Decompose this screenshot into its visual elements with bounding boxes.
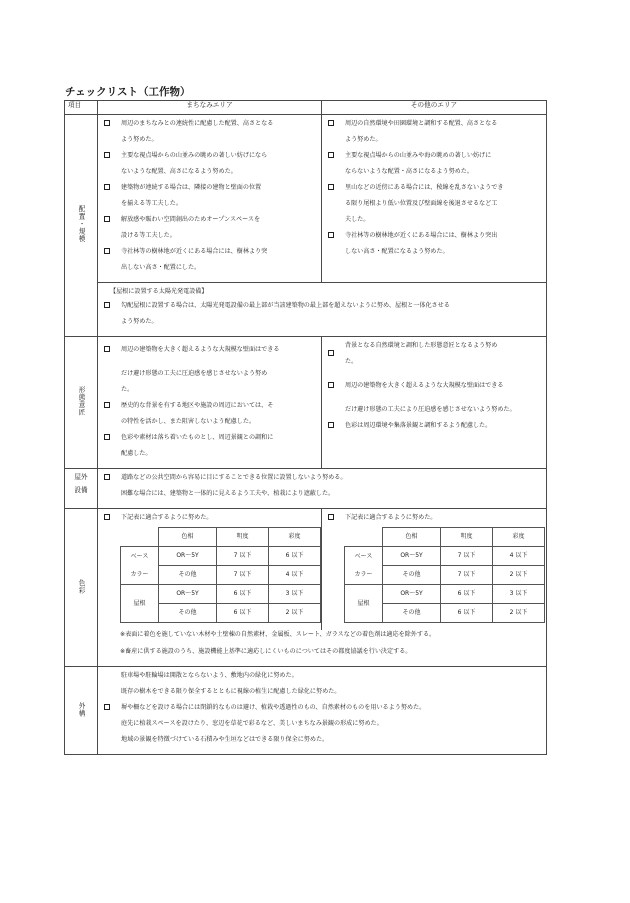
checklist-item[interactable]: 勾配屋根に設置する場合は、太陽光発電設備の最上部が当該建築物の最上部を超えないように努め、屋根と一体化させる よう努めた。 bbox=[102, 301, 542, 333]
checkbox[interactable] bbox=[104, 216, 110, 222]
label-color: 色彩 bbox=[65, 509, 98, 667]
checklist-item[interactable]: 色彩は周辺環境や集落景観と調和するよう配慮した。 bbox=[326, 421, 542, 437]
checkbox[interactable] bbox=[328, 422, 334, 428]
checkbox[interactable] bbox=[104, 402, 110, 408]
solar-cell bbox=[98, 283, 547, 337]
color-other-cell bbox=[322, 509, 547, 631]
exterior-cell bbox=[98, 667, 547, 755]
checkbox[interactable] bbox=[104, 514, 110, 520]
checklist-item[interactable]: 周辺の自然環境や田園環境と調和する配置、高さとなる よう努めた。 bbox=[326, 119, 542, 151]
checkbox[interactable] bbox=[104, 248, 110, 254]
exterior-line: 既存の樹木をできる限り保全するとともに視線の植生に配慮した緑化に努めた。 bbox=[121, 688, 341, 695]
checkbox[interactable] bbox=[328, 350, 334, 356]
checkbox[interactable] bbox=[104, 120, 110, 126]
color-notes-cell bbox=[98, 630, 547, 667]
checklist-item[interactable]: 周辺の建築物を大きく超えるような大規模な壁面はできる だけ避け形態の工夫により圧迫感を感じさせないよう努めた。 bbox=[326, 381, 542, 421]
checklist-item[interactable]: 里山などの近傍にある場合には、稜線を乱さないようでき る限り尾根より低い位置及び壁面線を後退させるなど工 夫した。 bbox=[326, 183, 542, 231]
checkbox[interactable] bbox=[104, 184, 110, 190]
checklist-item[interactable]: 背景となる自然環境と調和した形態意匠となるよう努め た。 bbox=[326, 341, 542, 373]
exterior-line: 庭先に植栽スペースを設けたり、窓辺を草花で彩るなど、美しいまちなみ景観の形成に努めた。 bbox=[121, 720, 383, 727]
checklist-item[interactable]: 周辺の建築物を大きく超えるような大規模な壁面はできる だけ避け形態の工夫に圧迫感を感じさせないよう努め た。 bbox=[102, 345, 317, 401]
form-town-cell bbox=[98, 337, 322, 469]
color-table-other: 色相 明度 彩度 ベース OR～5Y 7 以下 4 以下 カラー その他 7 以下 2 以下 屋根 OR～5Y 6 以下 3 以下 その他 6 以下 2 以下 bbox=[344, 527, 545, 623]
checklist-item[interactable]: 歴史的な背景を有する地区や施設の周辺においては、そ の特性を活かし、また阻害しないよう配慮した。 bbox=[102, 401, 317, 433]
checkbox[interactable] bbox=[104, 152, 110, 158]
row-exterior bbox=[65, 667, 547, 755]
checkbox[interactable] bbox=[328, 514, 334, 520]
checkbox[interactable] bbox=[104, 704, 110, 710]
checklist-item[interactable]: 色彩や素材は落ち着いたものとし、周辺景観との調和に 配慮した。 bbox=[102, 433, 317, 465]
checklist-item[interactable]: 周辺のまちなみとの連続性に配慮した配置、高さとなる よう努めた。 bbox=[102, 119, 317, 151]
label-form: 形態意匠 bbox=[65, 337, 98, 469]
checkbox[interactable] bbox=[328, 382, 334, 388]
checkbox[interactable] bbox=[328, 184, 334, 190]
label-layout: 配置・規模 bbox=[65, 115, 98, 337]
checklist-item[interactable]: 解放感や賑わい空間創出のためオープンスペースを 設ける等工夫した。 bbox=[102, 215, 317, 247]
checkbox[interactable] bbox=[104, 434, 110, 440]
row-color bbox=[65, 509, 547, 631]
row-solar bbox=[65, 283, 547, 337]
header-item: 項目 bbox=[65, 101, 98, 115]
equipment-cell bbox=[98, 469, 547, 509]
exterior-line: 駐車場や駐輪場は開散とならないよう、敷地内の緑化に努めた。 bbox=[121, 672, 298, 679]
checklist-item[interactable]: 塀や柵などを設ける場合には閉鎖的なものは避け、植栽や透過性のもの、自然素材のものを用いるよう努めた。 bbox=[102, 703, 542, 719]
row-layout bbox=[65, 115, 547, 283]
header-town-area: まちなみエリア bbox=[98, 101, 322, 115]
label-equipment: 屋外 設備 bbox=[65, 469, 98, 509]
checkbox[interactable] bbox=[328, 232, 334, 238]
row-color-notes bbox=[65, 630, 547, 667]
row-form bbox=[65, 337, 547, 469]
checkbox[interactable] bbox=[328, 152, 334, 158]
label-exterior: 外構 bbox=[65, 667, 98, 755]
checkbox[interactable] bbox=[104, 346, 110, 352]
layout-town-cell bbox=[98, 115, 322, 283]
header-other-area: その他のエリア bbox=[322, 101, 547, 115]
page-title: チェックリスト（工作物） bbox=[65, 86, 191, 98]
header-row bbox=[65, 101, 547, 115]
checkbox[interactable] bbox=[104, 474, 110, 480]
checklist-item[interactable]: 道路などの公共空間から容易に目にすることできる位置に設置しないよう努める。 困難な場合には、建築物と一体的に見えるよう工夫や、植栽により遮蔽した。 bbox=[102, 473, 542, 505]
checkbox[interactable] bbox=[104, 302, 110, 308]
checklist-item[interactable]: 寺社林等の樹林地が近くにある場合には、樹林より突 出しない高さ・配置にした。 bbox=[102, 247, 317, 279]
color-note: ※表面に着色を施していない木材や土壁棟の自然素材、金属板、スレート、ガラスなどの着色剤は適応を除外する。 bbox=[120, 631, 436, 638]
checklist-table bbox=[64, 100, 547, 755]
color-town-cell bbox=[98, 509, 322, 631]
checklist-item[interactable]: 下記表に適合するように努めた。 bbox=[326, 513, 542, 525]
checkbox[interactable] bbox=[328, 120, 334, 126]
color-table-town: 色相 明度 彩度 ベース OR～5Y 7 以下 6 以下 カラー その他 7 以下 4 以下 屋根 OR～5Y 6 以下 3 以下 その他 6 以下 2 以下 bbox=[120, 527, 321, 623]
exterior-line: 地域の景観を特徴づけている石積みや生垣などはできる限り保全に努めた。 bbox=[121, 736, 329, 743]
checklist-item[interactable]: 建築物が連続する場合は、隣接の建物と壁面の位置 を揃える等工夫した。 bbox=[102, 183, 317, 215]
checklist-item[interactable]: 下記表に適合するように努めた。 bbox=[102, 513, 317, 525]
checklist-item[interactable]: 主要な視点場からの山並みの眺めの著しい妨げになら ないような配置、高さになるよう努めた。 bbox=[102, 151, 317, 183]
form-other-cell bbox=[322, 337, 547, 469]
checklist-item[interactable]: 寺社林等の樹林地が近くにある場合には、樹林より突出 しない高さ・配置になるよう努めた。 bbox=[326, 231, 542, 263]
color-note: ※畜産に供する施設のうち、施設機能上基準に適応しにくいものについてはその都度協議を行い決定する。 bbox=[120, 648, 412, 655]
row-equipment bbox=[65, 469, 547, 509]
layout-other-cell bbox=[322, 115, 547, 283]
solar-heading: 【屋根に設置する太陽光発電設備】 bbox=[110, 288, 208, 295]
checklist-item[interactable]: 主要な視点場からの山並みや海の眺めの著しい妨げに ならないような配置・高さになるよう努めた。 bbox=[326, 151, 542, 183]
